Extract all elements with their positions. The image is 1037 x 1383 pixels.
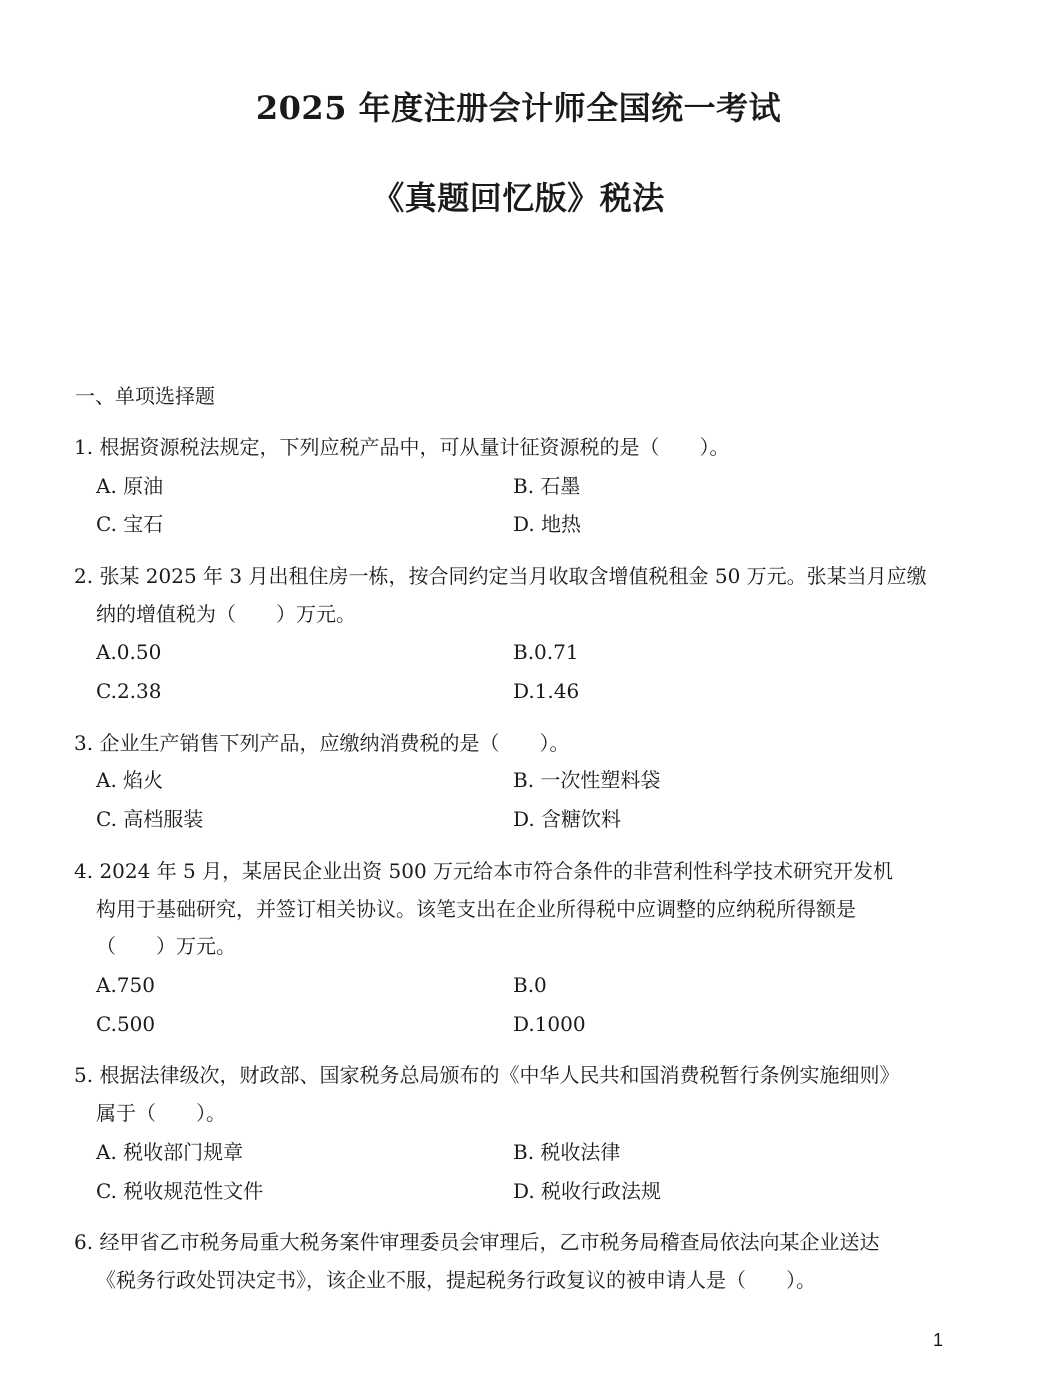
document-subtitle: 《真题回忆版》税法 <box>372 179 665 217</box>
question-text: 4. 2024 年 5 月，某居民企业出资 500 万元给本市符合条件的非营利性科学技术研究开发机 <box>74 859 894 883</box>
question-text-continued: 纳的增值税为（ ）万元。 <box>96 602 356 626</box>
option-a: A. 税收部门规章 <box>96 1140 244 1164</box>
question-text: 1. 根据资源税法规定，下列应税产品中，可从量计征资源税的是（ ）。 <box>74 435 730 459</box>
option-a: A.0.50 <box>96 640 162 664</box>
question-text-continued: 《税务行政处罚决定书》，该企业不服，提起税务行政复议的被申请人是（ ）。 <box>96 1268 816 1292</box>
option-d: D. 税收行政法规 <box>513 1179 662 1203</box>
option-c: C.500 <box>96 1012 156 1036</box>
question-text: 6. 经甲省乙市税务局重大税务案件审理委员会审理后，乙市税务局稽查局依法向某企业送达 <box>74 1230 880 1254</box>
option-d: D. 含糖饮料 <box>513 807 622 831</box>
question-text: 3. 企业生产销售下列产品，应缴纳消费税的是（ ）。 <box>74 731 570 755</box>
option-c: C.2.38 <box>96 679 162 703</box>
question-text-continued: 属于（ ）。 <box>96 1101 226 1125</box>
option-d: D.1000 <box>513 1012 586 1036</box>
section-heading: 一、单项选择题 <box>75 384 215 408</box>
option-a: A. 焰火 <box>96 768 164 792</box>
question-text-continued: （ ）万元。 <box>96 934 236 958</box>
option-b: B. 税收法律 <box>513 1140 621 1164</box>
question-text-continued: 构用于基础研究，并签订相关协议。该笔支出在企业所得税中应调整的应纳税所得额是 <box>96 897 856 921</box>
option-b: B. 石墨 <box>513 474 581 498</box>
option-b: B.0.71 <box>513 640 579 664</box>
option-d: D. 地热 <box>513 512 582 536</box>
option-b: B. 一次性塑料袋 <box>513 768 661 792</box>
question-text: 5. 根据法律级次，财政部、国家税务总局颁布的《中华人民共和国消费税暂行条例实施细则》 <box>74 1063 900 1087</box>
option-a: A.750 <box>96 973 155 997</box>
option-a: A. 原油 <box>96 474 164 498</box>
page-number: 1 <box>932 1330 943 1350</box>
option-c: C. 税收规范性文件 <box>96 1179 264 1203</box>
option-b: B.0 <box>513 973 547 997</box>
question-text: 2. 张某 2025 年 3 月出租住房一栋，按合同约定当月收取含增值税租金 50 万元。张某当月应缴 <box>74 564 927 588</box>
option-c: C. 高档服装 <box>96 807 204 831</box>
document-title: 2025 年度注册会计师全国统一考试 <box>255 89 782 127</box>
option-d: D.1.46 <box>513 679 580 703</box>
option-c: C. 宝石 <box>96 512 164 536</box>
